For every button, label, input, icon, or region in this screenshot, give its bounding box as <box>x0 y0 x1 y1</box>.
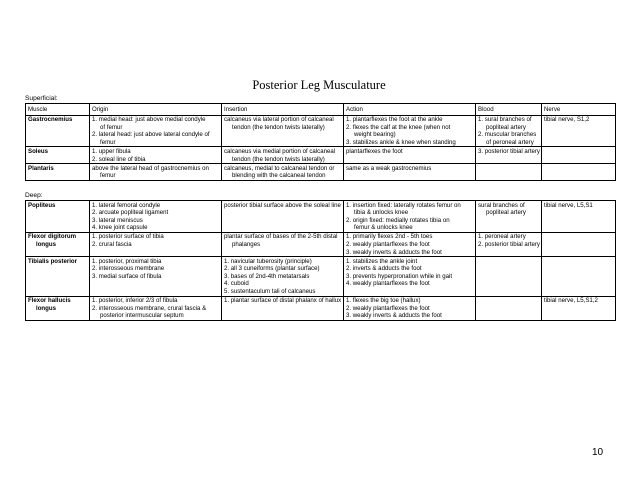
cell-line: above the lateral head of gastrocnemius on <box>92 164 209 172</box>
cell-line: 3. medial surface of fibula <box>92 272 162 280</box>
nerve-cell <box>542 232 616 256</box>
cell-line: 1. medial head: just above medial condyle <box>92 116 206 124</box>
nerve-cell <box>542 257 616 296</box>
cell-line: tendon (the tendon twists laterally) <box>232 155 325 163</box>
muscle-cell <box>26 296 90 320</box>
cell-line: phalanges <box>232 240 261 248</box>
cell-line: Popliteus <box>28 201 56 209</box>
cell-line: 3. posterior tibial artery <box>478 147 540 155</box>
cell-line: 2. weakly plantarflexes the foot <box>346 240 430 248</box>
cell-line: 3. weakly inverts & adducts the foot <box>346 312 442 320</box>
table-row <box>26 257 616 296</box>
action-cell <box>344 147 476 164</box>
column-header-insertion: Insertion <box>222 104 344 116</box>
nerve-cell <box>542 296 616 320</box>
cell-line: blending with the calcaneal tendon <box>232 172 326 180</box>
insertion-cell <box>222 296 344 320</box>
section-label-superficial: Superficial: <box>25 95 58 102</box>
nerve-cell <box>542 164 616 181</box>
cell-line: 1. lateral femoral condyle <box>92 201 161 209</box>
action-cell <box>344 201 476 233</box>
table-row <box>26 296 616 320</box>
insertion-cell <box>222 115 344 147</box>
cell-line: 1. peroneal artery <box>478 233 526 241</box>
cell-line: Gastrocnemius <box>28 116 73 124</box>
cell-line: weight bearing) <box>354 131 396 139</box>
origin-cell <box>90 115 222 147</box>
header-row <box>26 104 616 116</box>
cell-line: 1. posterior, inferior 2/3 of fibula <box>92 297 178 305</box>
cell-line: tendon (the tendon twists laterally) <box>232 123 325 131</box>
cell-line: longus <box>36 240 56 248</box>
cell-line: 2. interosseous membrane, crural fascia & <box>92 304 207 312</box>
table-row <box>26 115 616 147</box>
cell-line: 3. bases of 2nd-4th metatarsals <box>224 272 310 280</box>
nerve-cell <box>542 115 616 147</box>
cell-line: 4. cuboid <box>224 280 249 288</box>
cell-line: 4. knee joint capsule <box>92 224 148 232</box>
cell-line: femur <box>100 138 116 146</box>
cell-line: 2. muscular branches <box>478 131 537 139</box>
insertion-cell <box>222 164 344 181</box>
insertion-cell <box>222 201 344 233</box>
origin-cell <box>90 147 222 164</box>
cell-line: 2. interosseous membrane <box>92 265 165 273</box>
cell-line: 3. stabilizes ankle & knee when standing <box>346 138 456 146</box>
action-cell <box>344 232 476 256</box>
cell-line: 1. stabilizes the ankle joint <box>346 257 418 265</box>
table-row <box>26 201 616 233</box>
blood-cell <box>476 232 542 256</box>
cell-line: sural branches of <box>478 201 525 209</box>
page-number: 10 <box>592 447 604 458</box>
origin-cell <box>90 257 222 296</box>
blood-cell <box>476 201 542 233</box>
cell-line: tibial nerve, L5,S1,2 <box>544 297 598 305</box>
cell-line: of peroneal artery <box>486 138 534 146</box>
cell-line: 2. inverts & adducts the foot <box>346 265 422 273</box>
cell-line: calcaneus, medial to calcaneal tendon or <box>224 164 335 172</box>
page-title: Posterior Leg Musculature <box>252 78 386 92</box>
cell-line: tibia & unlocks knee <box>354 209 409 217</box>
superficial-muscles-table <box>25 103 616 181</box>
column-header-action: Action <box>344 104 476 116</box>
section-label-deep: Deep: <box>25 192 43 199</box>
cell-line: 5. sustentaculum tali of calcaneus <box>224 288 316 296</box>
cell-line: 2. origin fixed: medially rotates tibia on <box>346 216 450 224</box>
cell-line: Soleus <box>28 147 48 155</box>
cell-line: 2. weakly plantarflexes the foot <box>346 304 430 312</box>
cell-line: Flexor digitorum <box>28 233 77 241</box>
cell-line: 3. weakly inverts & adducts the foot <box>346 248 442 256</box>
action-cell <box>344 257 476 296</box>
cell-line: 1. insertion fixed: laterally rotates femur on <box>346 201 461 209</box>
origin-cell <box>90 296 222 320</box>
cell-line: posterior intermuscular septum <box>100 312 184 320</box>
column-header-nerve: Nerve <box>542 104 616 116</box>
blood-cell <box>476 296 542 320</box>
cell-line: 1. posterior surface of tibia <box>92 233 164 241</box>
cell-line: Flexor hallucis <box>28 297 71 305</box>
table-row <box>26 147 616 164</box>
cell-line: 1. plantarflexes the foot at the ankle <box>346 116 443 124</box>
insertion-cell <box>222 147 344 164</box>
insertion-cell <box>222 232 344 256</box>
muscle-cell <box>26 201 90 233</box>
cell-line: posterior tibial surface above the soleal line <box>224 201 341 209</box>
cell-line: tibial nerve, S1,2 <box>544 116 590 124</box>
muscle-cell <box>26 115 90 147</box>
muscle-cell <box>26 232 90 256</box>
cell-line: plantarflexes the foot <box>346 147 403 155</box>
column-header-muscle: Muscle <box>26 104 90 116</box>
cell-line: calcaneus via lateral portion of calcaneal <box>224 116 334 124</box>
table-row <box>26 164 616 181</box>
origin-cell <box>90 201 222 233</box>
cell-line: plantar surface of bases of the 2-5th distal <box>224 233 338 241</box>
cell-line: Plantaris <box>28 164 54 172</box>
cell-line: 1. primarily flexes 2nd - 5th toes <box>346 233 433 241</box>
cell-line: 4. weakly plantarflexes the foot <box>346 280 430 288</box>
cell-line: 2. soleal line of tibia <box>92 155 146 163</box>
cell-line: 2. posterior tibial artery <box>478 240 540 248</box>
origin-cell <box>90 232 222 256</box>
cell-line: 3. lateral meniscus <box>92 216 143 224</box>
nerve-cell <box>542 147 616 164</box>
cell-line: 2. arcuate popliteal ligament <box>92 209 169 217</box>
blood-cell <box>476 147 542 164</box>
cell-line: longus <box>36 304 56 312</box>
deep-muscles-table <box>25 200 616 321</box>
column-header-blood: Blood <box>476 104 542 116</box>
cell-line: 3. prevents hyperpronation while in gait <box>346 272 453 280</box>
cell-line: 1. flexes the big toe (hallux) <box>346 297 421 305</box>
cell-line: 2. crural fascia <box>92 240 132 248</box>
cell-line: 1. posterior, proximal tibia <box>92 257 162 265</box>
action-cell <box>344 115 476 147</box>
muscle-cell <box>26 164 90 181</box>
blood-cell <box>476 164 542 181</box>
muscle-cell <box>26 147 90 164</box>
cell-line: 1. sural branches of <box>478 116 532 124</box>
nerve-cell <box>542 201 616 233</box>
cell-line: femur <box>100 172 116 180</box>
cell-line: popliteal artery <box>486 209 526 217</box>
cell-line: 1. plantar surface of distal phalanx of hallux <box>224 297 342 305</box>
cell-line: 1. upper fibula <box>92 147 131 155</box>
cell-line: femur & unlocks knee <box>354 224 413 232</box>
table-header <box>26 104 616 116</box>
action-cell <box>344 164 476 181</box>
cell-line: 2. flexes the calf at the knee (when not <box>346 123 451 131</box>
cell-line: same as a weak gastrocnemius <box>346 164 432 172</box>
muscle-cell <box>26 257 90 296</box>
column-header-origin: Origin <box>90 104 222 116</box>
action-cell <box>344 296 476 320</box>
cell-line: popliteal artery <box>486 123 526 131</box>
cell-line: Tibialis posterior <box>28 257 77 265</box>
cell-line: calcaneus via medial portion of calcaneal <box>224 147 336 155</box>
cell-line: 2. all 3 cuneiforms (plantar surface) <box>224 265 320 273</box>
blood-cell <box>476 257 542 296</box>
table-row <box>26 232 616 256</box>
cell-line: tibial nerve, L5,S1 <box>544 201 593 209</box>
origin-cell <box>90 164 222 181</box>
cell-line: of femur <box>100 123 123 131</box>
insertion-cell <box>222 257 344 296</box>
blood-cell <box>476 115 542 147</box>
cell-line: 1. navicular tuberosity (principle) <box>224 257 312 265</box>
cell-line: 2. lateral head: just above lateral condyle of <box>92 131 210 139</box>
